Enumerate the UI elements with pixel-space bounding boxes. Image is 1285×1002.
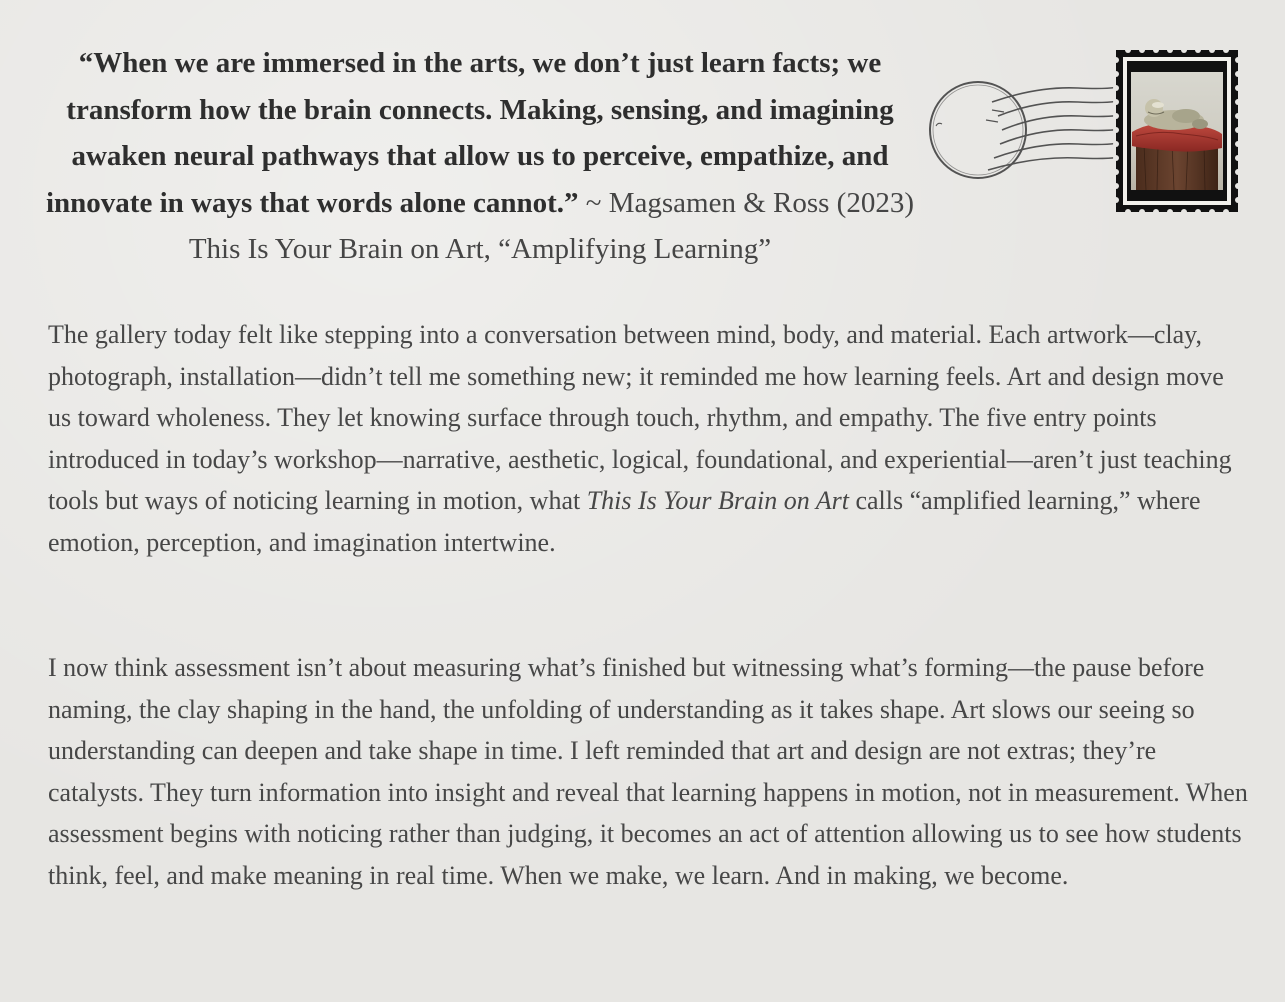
postmark-cancellation-icon (928, 72, 1128, 192)
paragraph-assessment-reflection: I now think assessment isn’t about measuring what’s finished but witnessing what’s forming—the pause before naming, the clay shaping in the hand, the unfolding of understanding as it takes shape. Art slows our seeing so understanding can deepen and take shape in time. I left reminded that art and design are not extras; they’re catalysts. They turn information into insight and reveal that learning happens in motion, not in measurement. When assessment begins with noticing rather than judging, it becomes an act of attention allowing us to see how students think, feel, and make meaning in real time. When we make, we learn. And in making, we become. (48, 653, 1248, 890)
quote-separator: ~ (578, 186, 609, 219)
quote-text: “When we are immersed in the arts, we don’t just learn facts; we transform how the brain connects. Making, sensing, and imagining awaken neural pathways that allow us to perceive, empathize, and innovate in ways that words alone cannot.” (45, 47, 894, 219)
postage-stamp-sculpture-icon (1112, 46, 1242, 216)
book-title: This Is Your Brain on Art (586, 486, 849, 515)
epigraph-quote (40, 40, 920, 273)
quote-citation: Magsamen & Ross (2023) This Is Your Brain on Art, “Amplifying Learning” (188, 186, 914, 265)
paragraph-1-text: The gallery today felt like stepping into a conversation between mind, body, and material. Each artwork—clay, photograph, installation—didn’t tell me something new; it reminded me how learning feels. Art and design move us toward wholeness. They let knowing surface through touch, rhythm, and empathy. The five entry points introduced in today’s workshop—narrative, aesthetic, logical, foundational, and experiential—aren’t just teaching tools but ways of noticing learning in motion, what (48, 320, 1232, 515)
paragraph-1-text-end: calls “amplified learning,” where emotion, perception, and imagination intertwine. (48, 486, 1201, 557)
paragraph-gallery-reflection (48, 314, 1248, 563)
